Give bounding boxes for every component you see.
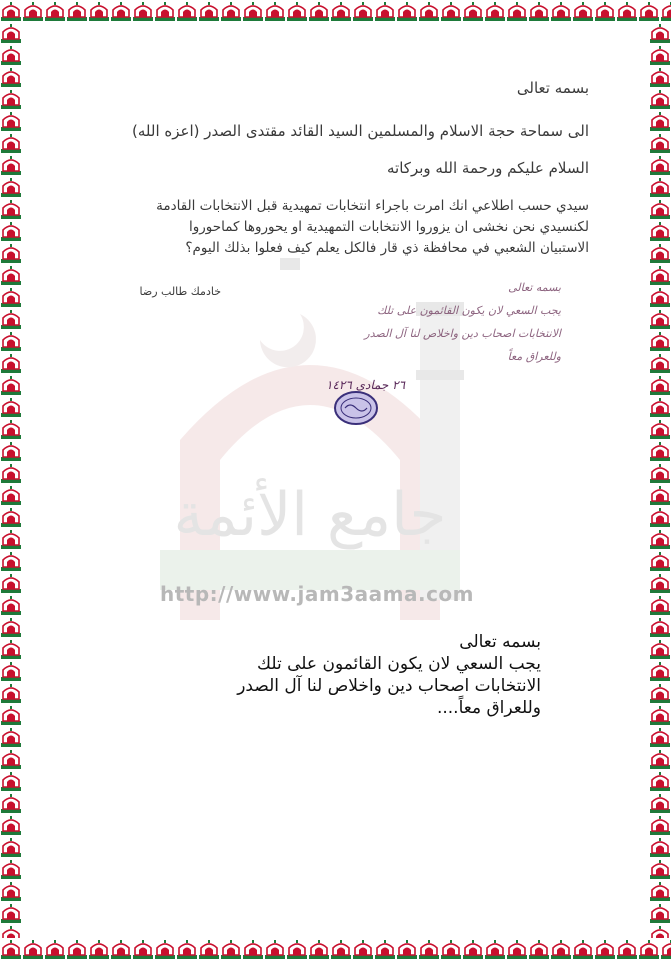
border-tile-icon bbox=[649, 44, 671, 66]
border-tile-icon bbox=[649, 594, 671, 616]
reply-line: بسمه تعالى bbox=[459, 632, 541, 652]
border-tile-icon bbox=[396, 938, 418, 960]
border-tile-icon bbox=[649, 374, 671, 396]
border-tile-icon bbox=[649, 484, 671, 506]
handwritten-date: ٢٦ جمادى ١٤٢٦ bbox=[326, 378, 406, 392]
border-top bbox=[0, 0, 671, 22]
border-tile-icon bbox=[0, 198, 22, 220]
border-tile-icon bbox=[0, 352, 22, 374]
border-tile-icon bbox=[572, 938, 594, 960]
border-tile-icon bbox=[649, 880, 671, 902]
border-tile-icon bbox=[649, 132, 671, 154]
border-tile-icon bbox=[110, 0, 132, 22]
handwritten-line: بسمه تعالى bbox=[508, 281, 561, 294]
border-tile-icon bbox=[649, 242, 671, 264]
border-tile-icon bbox=[308, 938, 330, 960]
border-tile-icon bbox=[176, 0, 198, 22]
border-tile-icon bbox=[0, 264, 22, 286]
border-tile-icon bbox=[0, 374, 22, 396]
border-tile-icon bbox=[0, 924, 22, 938]
border-tile-icon bbox=[660, 0, 671, 22]
border-tile-icon bbox=[176, 938, 198, 960]
border-tile-icon bbox=[649, 924, 671, 938]
border-tile-icon bbox=[154, 938, 176, 960]
border-tile-icon bbox=[649, 616, 671, 638]
border-tile-icon bbox=[242, 0, 264, 22]
border-tile-icon bbox=[0, 308, 22, 330]
border-tile-icon bbox=[616, 938, 638, 960]
border-tile-icon bbox=[0, 44, 22, 66]
watermark-url: http://www.jam3aama.com bbox=[160, 582, 474, 606]
border-tile-icon bbox=[649, 660, 671, 682]
border-tile-icon bbox=[374, 938, 396, 960]
border-tile-icon bbox=[649, 748, 671, 770]
border-tile-icon bbox=[649, 110, 671, 132]
border-tile-icon bbox=[396, 0, 418, 22]
border-tile-icon bbox=[0, 220, 22, 242]
watermark-logo-text: جامع الأئمة bbox=[173, 480, 447, 550]
border-tile-icon bbox=[0, 242, 22, 264]
border-tile-icon bbox=[649, 682, 671, 704]
border-tile-icon bbox=[649, 770, 671, 792]
border-tile-icon bbox=[649, 330, 671, 352]
letter-body-line: لكنسيدي نحن نخشى ان يزوروا الانتخابات التمهيدية او يحوروها كماحوروا bbox=[189, 219, 589, 235]
border-tile-icon bbox=[0, 704, 22, 726]
border-tile-icon bbox=[198, 938, 220, 960]
reply-transcription bbox=[237, 631, 541, 719]
border-tile-icon bbox=[616, 0, 638, 22]
handwritten-line: وللعراق معاً bbox=[507, 350, 561, 363]
border-tile-icon bbox=[198, 0, 220, 22]
border-tile-icon bbox=[506, 938, 528, 960]
border-tile-icon bbox=[88, 0, 110, 22]
border-tile-icon bbox=[0, 836, 22, 858]
border-tile-icon bbox=[352, 0, 374, 22]
border-tile-icon bbox=[0, 550, 22, 572]
border-tile-icon bbox=[132, 938, 154, 960]
border-tile-icon bbox=[22, 0, 44, 22]
border-tile-icon bbox=[638, 938, 660, 960]
border-tile-icon bbox=[88, 938, 110, 960]
letter-signature: خادمك طالب رضا bbox=[139, 285, 221, 298]
border-tile-icon bbox=[418, 0, 440, 22]
border-tile-icon bbox=[594, 0, 616, 22]
border-tile-icon bbox=[0, 0, 22, 22]
border-tile-icon bbox=[0, 484, 22, 506]
border-tile-icon bbox=[0, 506, 22, 528]
border-tile-icon bbox=[0, 726, 22, 748]
border-tile-icon bbox=[462, 938, 484, 960]
border-tile-icon bbox=[0, 858, 22, 880]
reply-line: الانتخابات اصحاب دين واخلاص لنا آل الصدر bbox=[237, 676, 541, 696]
border-tile-icon bbox=[649, 418, 671, 440]
border-tile-icon bbox=[440, 938, 462, 960]
border-tile-icon bbox=[0, 88, 22, 110]
reply-line: وللعراق معاً.... bbox=[436, 698, 541, 718]
border-tile-icon bbox=[649, 550, 671, 572]
border-tile-icon bbox=[528, 0, 550, 22]
border-tile-icon bbox=[374, 0, 396, 22]
border-tile-icon bbox=[594, 938, 616, 960]
border-tile-icon bbox=[330, 938, 352, 960]
border-tile-icon bbox=[0, 682, 22, 704]
border-tile-icon bbox=[462, 0, 484, 22]
seal-stamp bbox=[333, 390, 379, 426]
border-tile-icon bbox=[0, 286, 22, 308]
border-tile-icon bbox=[649, 198, 671, 220]
border-tile-icon bbox=[649, 704, 671, 726]
border-tile-icon bbox=[550, 0, 572, 22]
border-tile-icon bbox=[0, 638, 22, 660]
border-tile-icon bbox=[649, 154, 671, 176]
border-tile-icon bbox=[0, 814, 22, 836]
border-tile-icon bbox=[0, 396, 22, 418]
border-tile-icon bbox=[0, 462, 22, 484]
border-tile-icon bbox=[506, 0, 528, 22]
border-tile-icon bbox=[649, 792, 671, 814]
letter-body bbox=[69, 196, 589, 259]
border-tile-icon bbox=[528, 938, 550, 960]
border-tile-icon bbox=[308, 0, 330, 22]
border-tile-icon bbox=[0, 938, 22, 960]
border-tile-icon bbox=[220, 0, 242, 22]
handwritten-line: يجب السعي لان يكون القائمون على تلك bbox=[377, 304, 561, 317]
border-tile-icon bbox=[22, 938, 44, 960]
border-tile-icon bbox=[0, 176, 22, 198]
border-tile-icon bbox=[649, 176, 671, 198]
border-tile-icon bbox=[649, 814, 671, 836]
border-tile-icon bbox=[649, 22, 671, 44]
border-tile-icon bbox=[649, 506, 671, 528]
border-tile-icon bbox=[649, 220, 671, 242]
border-tile-icon bbox=[0, 880, 22, 902]
border-tile-icon bbox=[484, 0, 506, 22]
letter-recipient: الى سماحة حجة الاسلام والمسلمين السيد القائد مقتدى الصدر (اعزه الله) bbox=[132, 122, 589, 140]
border-tile-icon bbox=[0, 440, 22, 462]
border-tile-icon bbox=[649, 902, 671, 924]
border-tile-icon bbox=[649, 264, 671, 286]
border-right bbox=[649, 22, 671, 938]
border-tile-icon bbox=[649, 528, 671, 550]
handwritten-note bbox=[321, 276, 561, 368]
border-bottom bbox=[0, 938, 671, 960]
border-tile-icon bbox=[0, 22, 22, 44]
border-tile-icon bbox=[242, 938, 264, 960]
border-tile-icon bbox=[154, 0, 176, 22]
border-tile-icon bbox=[0, 330, 22, 352]
border-tile-icon bbox=[66, 938, 88, 960]
border-tile-icon bbox=[0, 110, 22, 132]
border-tile-icon bbox=[0, 154, 22, 176]
border-tile-icon bbox=[330, 0, 352, 22]
handwritten-line: الانتخابات اصحاب دين واخلاص لنا آل الصدر bbox=[364, 327, 561, 340]
border-tile-icon bbox=[0, 594, 22, 616]
border-tile-icon bbox=[0, 66, 22, 88]
border-tile-icon bbox=[649, 396, 671, 418]
border-tile-icon bbox=[0, 572, 22, 594]
border-tile-icon bbox=[0, 660, 22, 682]
border-tile-icon bbox=[649, 440, 671, 462]
border-tile-icon bbox=[440, 0, 462, 22]
border-tile-icon bbox=[649, 726, 671, 748]
border-tile-icon bbox=[418, 938, 440, 960]
border-tile-icon bbox=[286, 938, 308, 960]
border-tile-icon bbox=[0, 418, 22, 440]
border-tile-icon bbox=[649, 836, 671, 858]
border-tile-icon bbox=[0, 132, 22, 154]
reply-line: يجب السعي لان يكون القائمون على تلك bbox=[257, 654, 541, 674]
border-tile-icon bbox=[638, 0, 660, 22]
border-tile-icon bbox=[286, 0, 308, 22]
border-tile-icon bbox=[132, 0, 154, 22]
border-tile-icon bbox=[484, 938, 506, 960]
border-tile-icon bbox=[66, 0, 88, 22]
border-tile-icon bbox=[0, 770, 22, 792]
border-tile-icon bbox=[264, 0, 286, 22]
letter-body-line: سيدي حسب اطلاعي انك امرت باجراء انتخابات تمهيدية قبل الانتخابات القادمة bbox=[156, 198, 589, 214]
border-tile-icon bbox=[649, 308, 671, 330]
letter-greeting: السلام عليكم ورحمة الله وبركاته bbox=[387, 159, 589, 177]
letter-body-line: الاستبيان الشعبي في محافظة ذي قار فالكل يعلم كيف فعلوا بذلك اليوم؟ bbox=[185, 240, 589, 256]
border-tile-icon bbox=[44, 0, 66, 22]
border-tile-icon bbox=[649, 462, 671, 484]
border-tile-icon bbox=[649, 286, 671, 308]
border-tile-icon bbox=[0, 902, 22, 924]
border-tile-icon bbox=[649, 638, 671, 660]
border-tile-icon bbox=[572, 0, 594, 22]
border-tile-icon bbox=[0, 616, 22, 638]
letter-salutation: بسمه تعالى bbox=[516, 79, 589, 97]
border-tile-icon bbox=[0, 792, 22, 814]
border-tile-icon bbox=[660, 938, 671, 960]
border-tile-icon bbox=[0, 748, 22, 770]
border-tile-icon bbox=[264, 938, 286, 960]
border-tile-icon bbox=[649, 858, 671, 880]
border-tile-icon bbox=[0, 528, 22, 550]
border-tile-icon bbox=[110, 938, 132, 960]
border-tile-icon bbox=[649, 572, 671, 594]
border-tile-icon bbox=[352, 938, 374, 960]
border-tile-icon bbox=[649, 66, 671, 88]
border-left bbox=[0, 22, 22, 938]
border-tile-icon bbox=[44, 938, 66, 960]
border-tile-icon bbox=[649, 88, 671, 110]
border-tile-icon bbox=[550, 938, 572, 960]
border-tile-icon bbox=[649, 352, 671, 374]
border-tile-icon bbox=[220, 938, 242, 960]
